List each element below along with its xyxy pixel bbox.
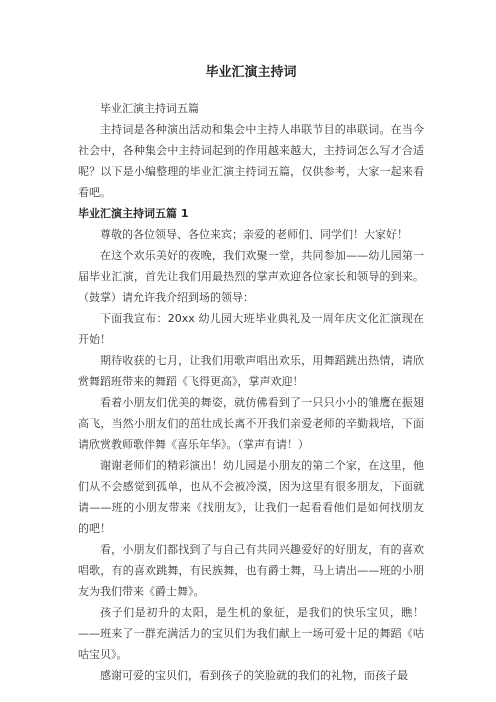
section-paragraph: 孩子们是初升的太阳，是生机的象征，是我们的快乐宝贝，瞧！——班来了一群充满活力的宝贝们为我们献上一场可爱十足的舞蹈《咕咕宝贝》。 (78, 606, 424, 661)
section-paragraph: 在这个欢乐美好的夜晚，我们欢聚一堂，共同参加——幼儿园第一届毕业汇演，首先让我们用最热烈的掌声欢迎各位家长和领导的到来。（鼓掌）请允许我介绍到场的领导： (78, 249, 424, 304)
section-paragraph: 期待收获的七月，让我们用歌声唱出欢乐，用舞蹈跳出热情，请欣赏舞蹈班带来的舞蹈《飞得更高》，掌声欢迎！ (78, 354, 424, 388)
document-title: 毕业汇演主持词 (205, 65, 297, 80)
section-paragraph: 谢谢老师们的精彩演出！幼儿园是小朋友的第二个家，在这里，他们从不会感觉到孤单，也从不会被冷漠，因为这里有很多朋友，下面就请——班的小朋友带来《找朋友》，让我们一起看看他们是如何找朋友的吧！ (78, 459, 424, 535)
intro-paragraph-2: 主持词是各种演出活动和集会中主持人串联节目的串联词。在当今社会中，各种集会中主持词起到的作用越来越大，主持词怎么写才合适呢？以下是小编整理的毕业汇演主持词五篇，仅供参考，大家一起来看看吧。 (78, 123, 424, 199)
section-heading: 毕业汇演主持词五篇 1 (78, 207, 189, 220)
intro-paragraph-1: 毕业汇演主持词五篇 (100, 102, 199, 115)
section-paragraph: 尊敬的各位领导、各位来宾；亲爱的老师们、同学们！大家好！ (100, 228, 408, 241)
section-paragraph: 看着小朋友们优美的舞姿，就仿佛看到了一只只小小的雏鹰在振翅高飞，当然小朋友们的茁壮成长离不开我们亲爱老师的辛勤栽培，下面请欣赏教师歌伴舞《喜乐年华》。（掌声有请！） (78, 396, 424, 451)
section-paragraph: 下面我宣布：20xx 幼儿园大班毕业典礼及一周年庆文化汇演现在开始！ (78, 312, 424, 346)
section-paragraph: 看，小朋友们都找到了与自己有共同兴趣爱好的好朋友，有的喜欢唱歌，有的喜欢跳舞，有民族舞，也有爵士舞，马上请出——班的小朋友为我们带来《爵士舞》。 (78, 543, 424, 598)
section-paragraph: 感谢可爱的宝贝们，看到孩子的笑脸就的我们的礼物，而孩子最 (100, 669, 408, 682)
